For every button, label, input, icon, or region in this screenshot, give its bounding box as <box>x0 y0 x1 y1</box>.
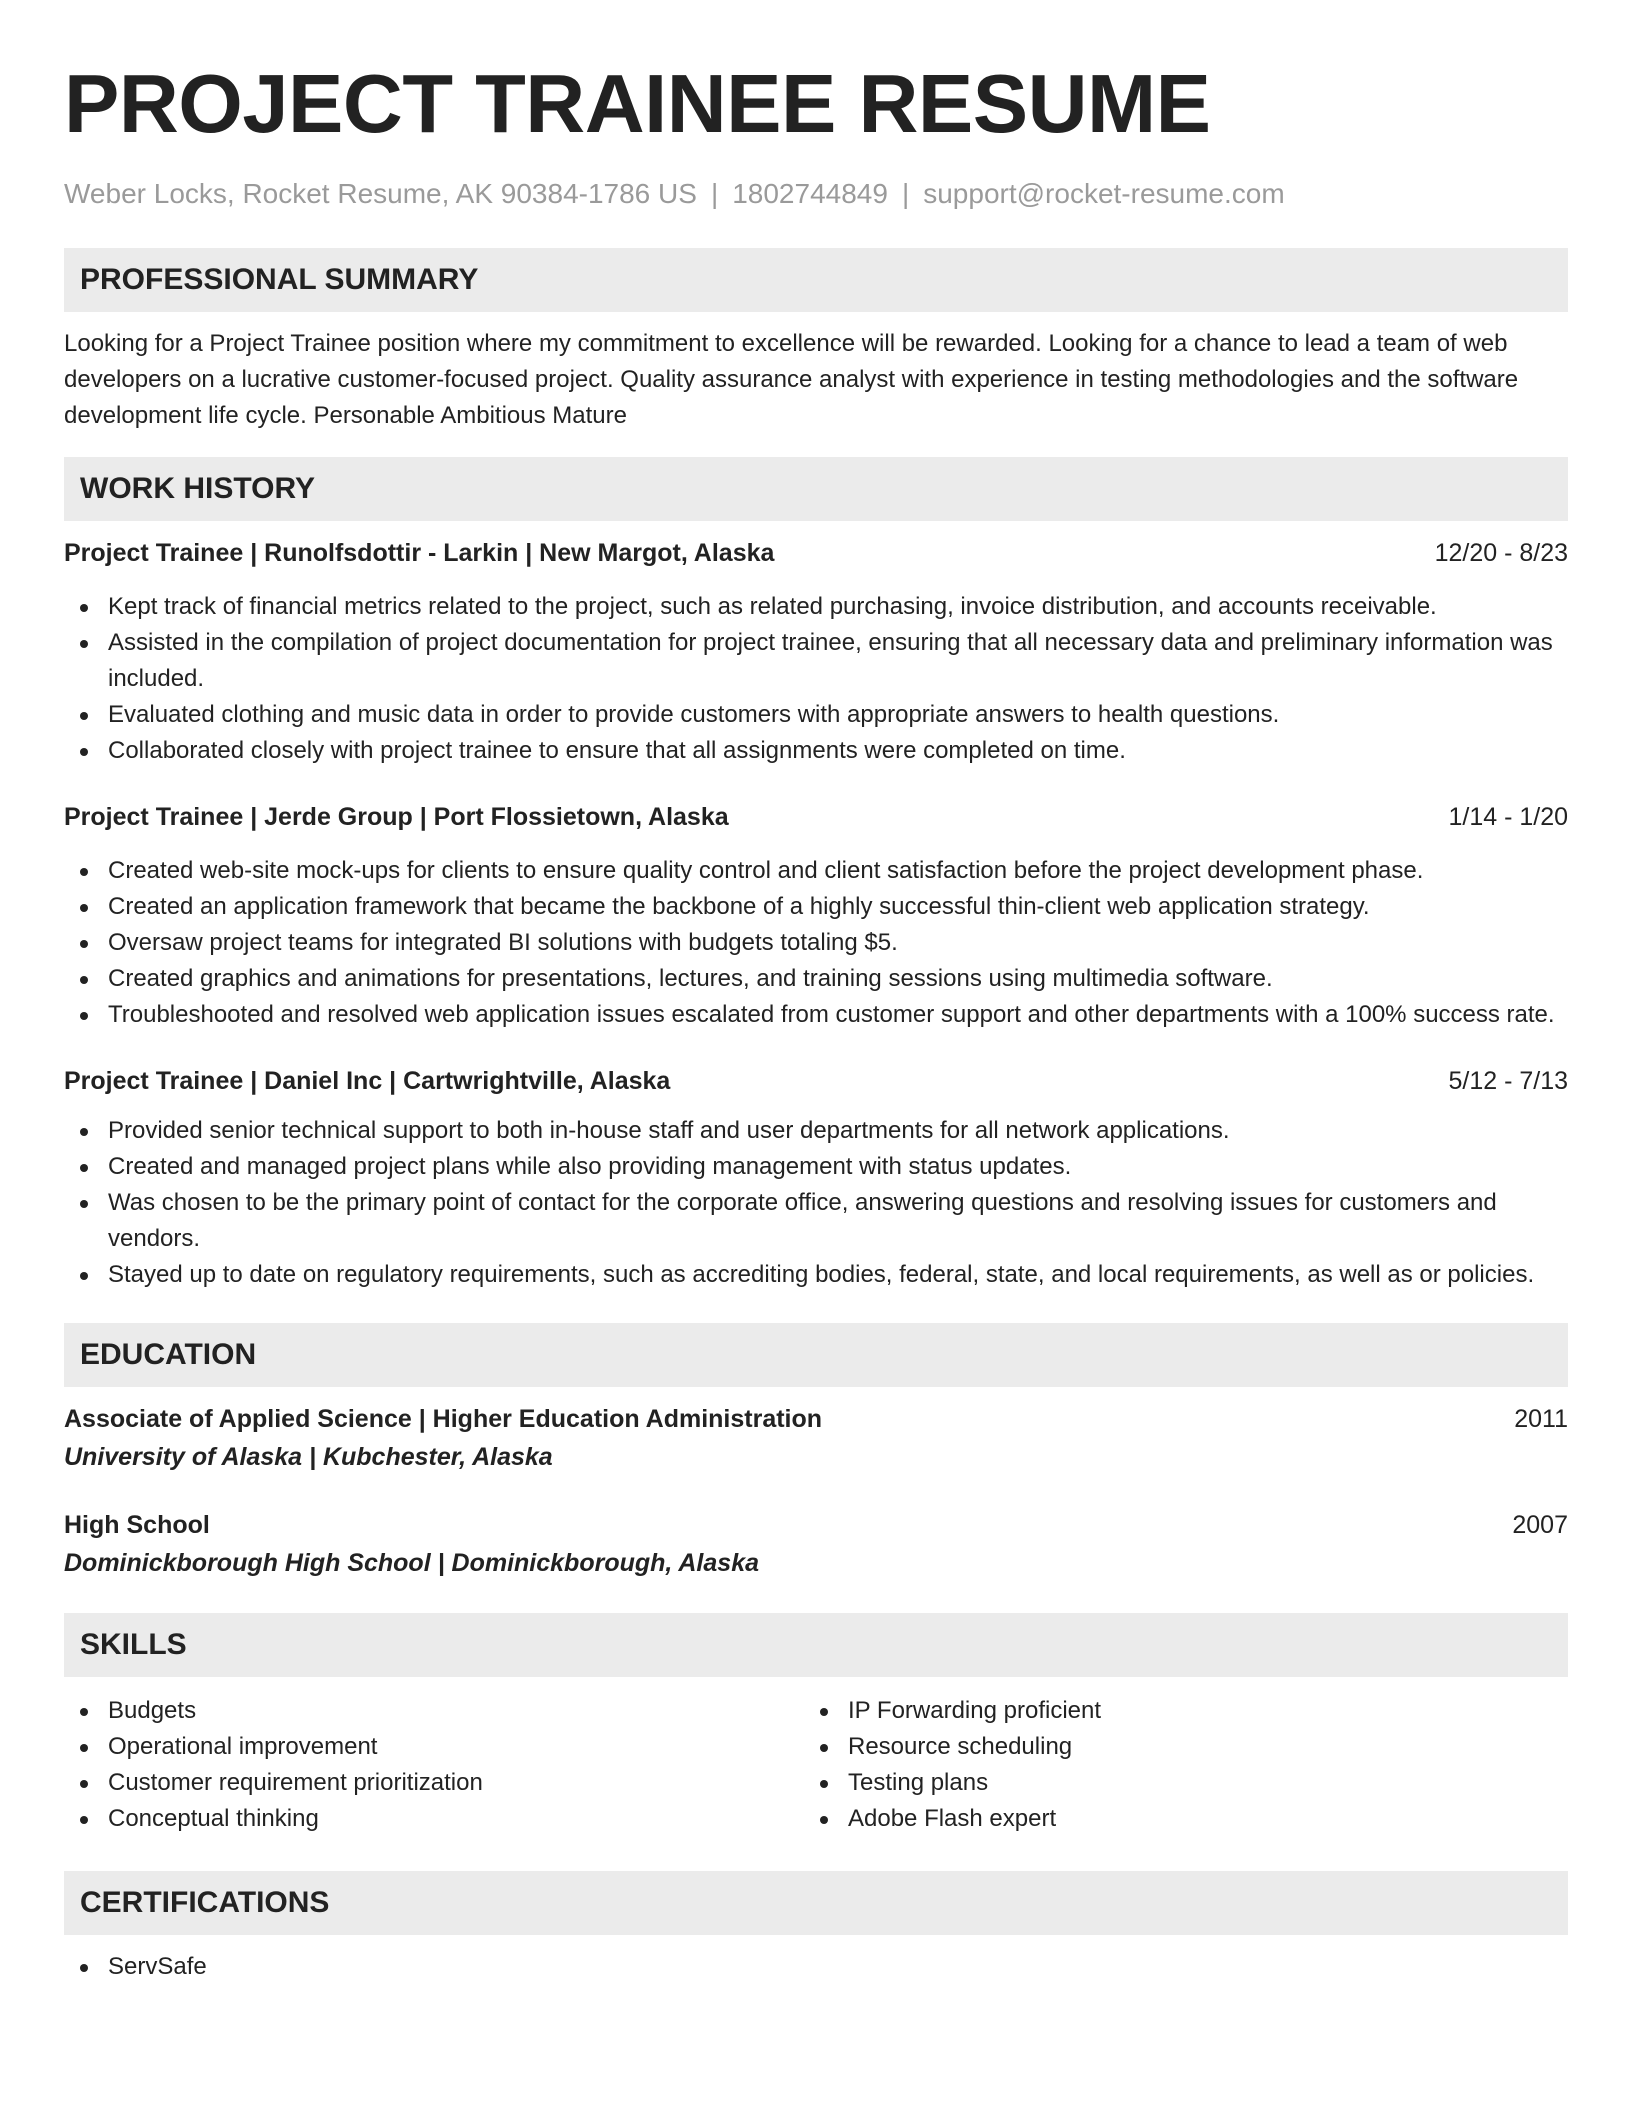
job-dates: 5/12 - 7/13 <box>1448 1067 1568 1095</box>
job-bullet-list <box>64 589 1568 769</box>
job-entry <box>64 1063 1568 1293</box>
education-degree: Associate of Applied Science | Higher Education Administration <box>64 1405 823 1433</box>
summary-text: Looking for a Project Trainee position where my commitment to excellence will be rewarded. Looking for a chance to lead a team of web developers on a lucrative customer-focused project. Quality assurance analyst with experience in testing methodologies and the software development life cycle. Personable Ambitious Mature <box>64 330 1519 429</box>
education-entry <box>64 1507 1568 1581</box>
job-bullet: Assisted in the compilation of project documentation for project trainee, ensuring that all necessary data and preliminary information was included. <box>64 625 1568 697</box>
job-title: Project Trainee | Runolfsdottir - Larkin | New Margot, Alaska <box>64 539 775 567</box>
skill-item: IP Forwarding proficient <box>804 1693 1544 1729</box>
job-bullet: Created an application framework that became the backbone of a highly successful thin-client web application strategy. <box>64 889 1568 925</box>
section-heading-education: EDUCATION <box>64 1323 1568 1387</box>
job-bullet: Oversaw project teams for integrated BI solutions with budgets totaling $5. <box>64 925 1568 961</box>
job-header <box>64 1063 1568 1099</box>
education-header <box>64 1401 1568 1437</box>
education-degree: High School <box>64 1511 210 1539</box>
contact-phone: 1802744849 <box>732 178 888 209</box>
job-title: Project Trainee | Daniel Inc | Cartwrightville, Alaska <box>64 1067 671 1095</box>
job-dates: 1/14 - 1/20 <box>1448 803 1568 831</box>
job-bullet: Stayed up to date on regulatory requirements, such as accrediting bodies, federal, state, and local requirements, as well as or policies. <box>64 1257 1568 1293</box>
skill-item: Customer requirement prioritization <box>64 1765 804 1801</box>
skill-item: Testing plans <box>804 1765 1544 1801</box>
section-heading-work-history: WORK HISTORY <box>64 457 1568 521</box>
job-bullet: Was chosen to be the primary point of contact for the corporate office, answering questions and resolving issues for customers and vendors. <box>64 1185 1568 1257</box>
contact-address: Weber Locks, Rocket Resume, AK 90384-1786 US <box>64 178 697 209</box>
section-heading-skills: SKILLS <box>64 1613 1568 1677</box>
skill-item: Adobe Flash expert <box>804 1801 1544 1837</box>
education-header <box>64 1507 1568 1543</box>
job-bullet: Collaborated closely with project trainee to ensure that all assignments were completed on time. <box>64 733 1568 769</box>
skill-item: Conceptual thinking <box>64 1801 804 1837</box>
skills-list-left <box>64 1693 804 1837</box>
section-heading-certifications: CERTIFICATIONS <box>64 1871 1568 1935</box>
job-bullet: Provided senior technical support to both in-house staff and user departments for all network applications. <box>64 1113 1568 1149</box>
skills-columns <box>64 1693 1568 1837</box>
resume-title: PROJECT TRAINEE RESUME <box>64 57 1211 150</box>
job-dates: 12/20 - 8/23 <box>1434 539 1568 567</box>
job-bullet-list <box>64 1113 1568 1293</box>
skill-item: Operational improvement <box>64 1729 804 1765</box>
job-entry <box>64 535 1568 769</box>
contact-separator: | <box>710 178 719 209</box>
resume-page <box>64 0 1568 1985</box>
job-bullet: Created graphics and animations for presentations, lectures, and training sessions using multimedia software. <box>64 961 1568 997</box>
job-title: Project Trainee | Jerde Group | Port Flossietown, Alaska <box>64 803 729 831</box>
job-bullet: Created and managed project plans while also providing management with status updates. <box>64 1149 1568 1185</box>
job-entry <box>64 799 1568 1033</box>
job-bullet: Kept track of financial metrics related to the project, such as related purchasing, invoice distribution, and accounts receivable. <box>64 589 1568 625</box>
section-heading-summary: PROFESSIONAL SUMMARY <box>64 248 1568 312</box>
job-header <box>64 535 1568 571</box>
job-bullet: Troubleshooted and resolved web application issues escalated from customer support and other departments with a 100% success rate. <box>64 997 1568 1033</box>
job-bullet: Evaluated clothing and music data in order to provide customers with appropriate answers to health questions. <box>64 697 1568 733</box>
skill-item: Resource scheduling <box>804 1729 1544 1765</box>
certification-item: ServSafe <box>64 1949 1568 1985</box>
certifications-list <box>64 1949 1568 1985</box>
skill-item: Budgets <box>64 1693 804 1729</box>
contact-line <box>64 176 1568 212</box>
job-bullet-list <box>64 853 1568 1033</box>
education-entry <box>64 1401 1568 1475</box>
education-year: 2007 <box>1512 1511 1568 1539</box>
skills-list-right <box>804 1693 1544 1837</box>
job-bullet: Created web-site mock-ups for clients to ensure quality control and client satisfaction before the project development phase. <box>64 853 1568 889</box>
education-school: University of Alaska | Kubchester, Alaska <box>64 1443 553 1471</box>
education-school: Dominickborough High School | Dominickborough, Alaska <box>64 1549 759 1577</box>
contact-separator: | <box>901 178 910 209</box>
job-header <box>64 799 1568 835</box>
contact-email: support@rocket-resume.com <box>923 178 1285 209</box>
education-year: 2011 <box>1514 1405 1568 1433</box>
